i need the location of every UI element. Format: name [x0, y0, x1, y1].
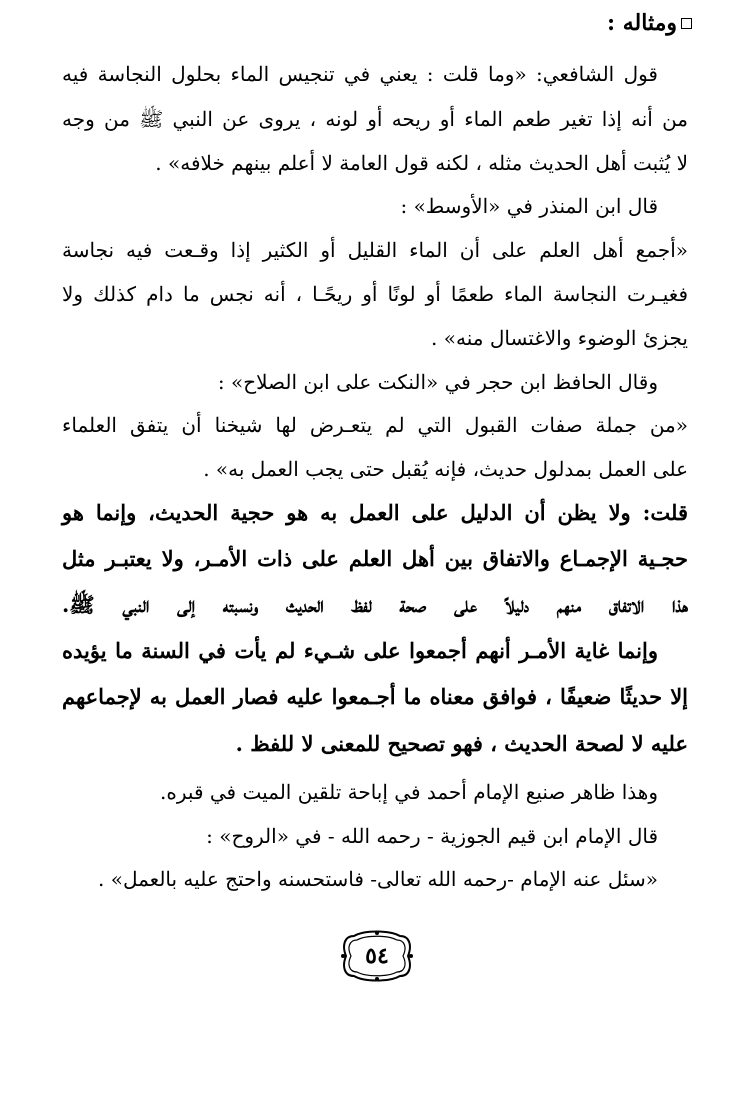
text-line: قول الشافعي: «وما قلت : يعني في تنجيس الماء بحلول النجاسة فيه	[62, 62, 658, 86]
text-line: «سئل عنه الإمام -رحمه الله تعالى- فاستحسنه واحتج عليه بالعمل» .	[98, 867, 658, 891]
text-line-bold: عليه لا لصحة الحديث ، فهو تصحيح للمعنى لا للفظ .	[235, 731, 688, 756]
page-number: ٥٤	[365, 943, 389, 969]
text-line-bold: وإنما غاية الأمـر أنهم أجمعوا على شـيء لم يأت في السنة ما يؤيده	[62, 638, 658, 663]
square-bullet-icon	[681, 18, 692, 29]
text-line: من أنه إذا تغير طعم الماء أو ريحه أو لونه ، يروى عن النبي ﷺ من وجه	[62, 107, 688, 131]
text-line: قال ابن المنذر في «الأوسط» :	[400, 194, 658, 218]
text-line: فغيـرت النجاسة الماء طعمًا أو لونًا أو ريحًـا ، أنه نجس ما دام كذلك ولا	[62, 282, 688, 306]
text-line: «من جملة صفات القبول التي لم يتعـرض لها شيخنا أن يتفق العلماء	[62, 413, 688, 437]
text-line-bold: إلا حديثًا ضعيفًا ، فوافق معناه ما أجـمعوا عليه فصار العمل به لإجماعهم	[62, 684, 688, 709]
text-line: وهذا ظاهر صنيع الإمام أحمد في إباحة تلقين الميت في قبره.	[160, 780, 658, 804]
text-line: «أجمع أهل العلم على أن الماء القليل أو الكثير إذا وقـعت فيه نجاسة	[62, 238, 688, 262]
text-line: لا يُثبت أهل الحديث مثله ، لكنه قول العامة لا أعلم بينهم خلافه» .	[155, 151, 688, 175]
text-line: يجزئ الوضوء والاغتسال منه» .	[431, 326, 688, 350]
text-line: وقال الحافظ ابن حجر في «النكت على ابن الصلاح» :	[217, 370, 658, 394]
heading-text: ومثاله :	[606, 10, 677, 36]
text-line-bold: حجـية الإجمـاع والاتفاق بين أهل العلم على ذات الأمـر، ولا يعتبـر مثل	[62, 546, 688, 571]
page-number-ornament	[340, 930, 414, 982]
section-heading	[607, 10, 692, 36]
text-line: على العمل بمدلول حديث، فإنه يُقبل حتى يجب العمل به» .	[203, 457, 688, 481]
text-line-bold: هذا الاتفاق منهم دليلاً على صحة لفظ الحديث ونسبته إلى النبي ﷺ.	[62, 592, 688, 617]
text-line-bold: قلت: ولا يظن أن الدليل على العمل به هو حجية الحديث، وإنما هو	[62, 500, 688, 525]
text-line: قال الإمام ابن قيم الجوزية - رحمه الله - في «الروح» :	[206, 824, 658, 848]
